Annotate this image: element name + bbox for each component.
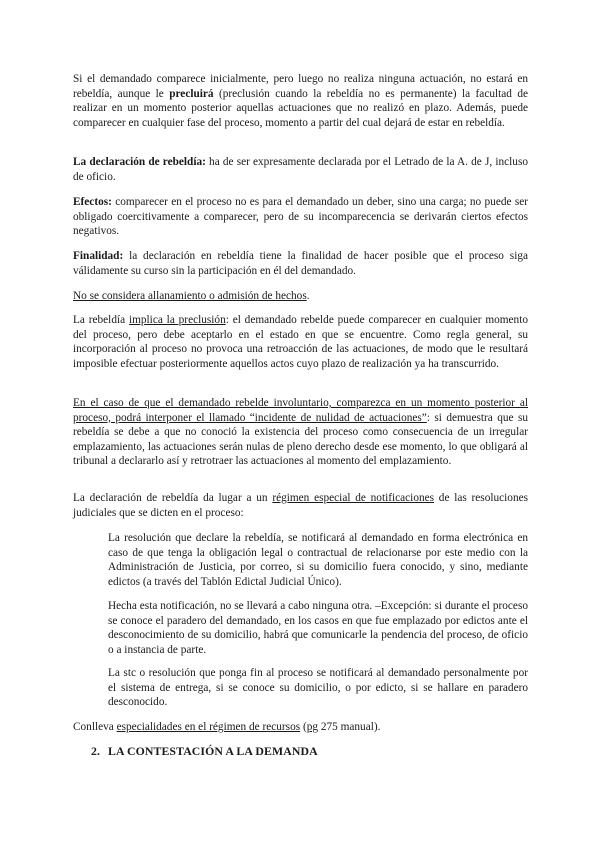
paragraph-declaracion-rebeldia xyxy=(73,155,528,184)
text: Conlleva xyxy=(73,721,117,733)
indented-paragraph-stc: La stc o resolución que ponga fin al proceso se notificará al demandado personalmente por el sistema de entrega, si se conoce su domicilio, o por edicto, si se hallare en paradero desconocido. xyxy=(108,667,528,709)
text: La declaración de rebeldía da lugar a un xyxy=(73,492,273,504)
indented-paragraph-resolucion: La resolución que declare la rebeldía, se notificará al demandado en forma electrónica en caso de que tenga la obligación legal o contractual de relacionarse por este medio con la Administración de Justicia, por correo, si su domicilio fuera conocido, y sino, mediante edictos (a través del Tablón Edictal Judicial Único). xyxy=(108,532,528,588)
bold-term: precluirá xyxy=(169,87,214,100)
heading-number: 2. xyxy=(91,744,101,758)
text: La rebeldía xyxy=(73,314,129,326)
paragraph-comparecencia-inicial xyxy=(73,72,528,130)
underlined-text: especialidades en el régimen de recursos xyxy=(116,721,301,733)
bold-label: La declaración de rebeldía: xyxy=(73,156,206,168)
text: de las resoluciones judiciales que se dicten en el proceso: xyxy=(73,492,529,519)
text: ha de ser expresamente declarada por el Letrado de la A. de J, incluso de oficio. xyxy=(73,156,528,183)
paragraph-no-allanamiento xyxy=(73,289,528,304)
text: . xyxy=(306,290,310,302)
text: : el demandado rebelde puede comparecer en cualquier momento del proceso, pero debe aceptarlo en el estado en que se encuentre. Como regla general, su incorporación al proceso no provoca una retroacción de las actuaciones, de modo que le resultará imposible efectuar posteriormente aquellos actos cuyo plazo de realización ya ha transcurrido. xyxy=(73,314,528,370)
paragraph-efectos xyxy=(73,195,528,239)
bold-label: Finalidad: xyxy=(73,250,124,262)
paragraph-recursos xyxy=(73,720,528,735)
text: Si el demandado comparece inicialmente, pero luego no realiza ninguna actuación, no estará en rebeldía, aunque le xyxy=(73,73,528,100)
text: comparecer en el proceso no es para el demandado un deber, sino una carga; no puede ser obligado coercitivamente a comparecer, pero de su incomparecencia se derivarán ciertos efectos negativos. xyxy=(73,196,528,238)
text: (preclusión cuando la rebeldía no es permanente) la facultad de realizar en un momento posterior aquellas actuaciones que no realizó en plazo. Además, puede comparecer en cualquier fase del proceso, momento a partir del cual dejará de estar en rebeldía. xyxy=(73,87,528,129)
text: : si demuestra que su rebeldía se debe a que no conoció la existencia del proceso como consecuencia de un irregular emplazamiento, las actuaciones serán nulas de pleno derecho desde ese momento, lo que obligará al tribunal a declararlo así y retrotraer las actuaciones al momento del emplazamiento. xyxy=(73,411,528,468)
underlined-text: pg xyxy=(306,721,319,733)
text: 275 manual). xyxy=(318,721,381,733)
paragraph-finalidad xyxy=(73,249,528,278)
text: la declaración en rebeldía tiene la finalidad de hacer posible que el proceso siga válidamente su curso sin la participación en él del demandado. xyxy=(73,250,528,277)
paragraph-regimen-notificaciones xyxy=(73,491,528,520)
underlined-text: régimen especial de notificaciones xyxy=(272,492,435,504)
underlined-text: implica la preclusión xyxy=(128,314,226,326)
bold-label: Efectos: xyxy=(73,196,112,208)
heading-title: LA CONTESTACIÓN A LA DEMANDA xyxy=(108,744,318,758)
underlined-text: En el caso de que el demandado rebelde involuntario, comparezca en un momento posterior al proceso, podrá interponer el llamado “incidente de nulidad de actuaciones” xyxy=(73,397,528,424)
indented-paragraph-excepcion: Hecha esta notificación, no se llevará a cabo ninguna otra. –Excepción: si durante el proceso se conoce el paradero del demandado, en los casos en que fue emplazado por edictos ante el desconocimiento de su domicilio, habrá que comunicarle la pendencia del proceso, de oficio o a instancia de parte. xyxy=(108,600,528,656)
paragraph-preclusion xyxy=(73,313,528,371)
section-heading xyxy=(91,744,318,759)
text: ( xyxy=(300,721,307,733)
underlined-text: No se considera allanamiento o admisión de hechos xyxy=(73,290,307,302)
paragraph-incidente-nulidad xyxy=(73,396,528,469)
